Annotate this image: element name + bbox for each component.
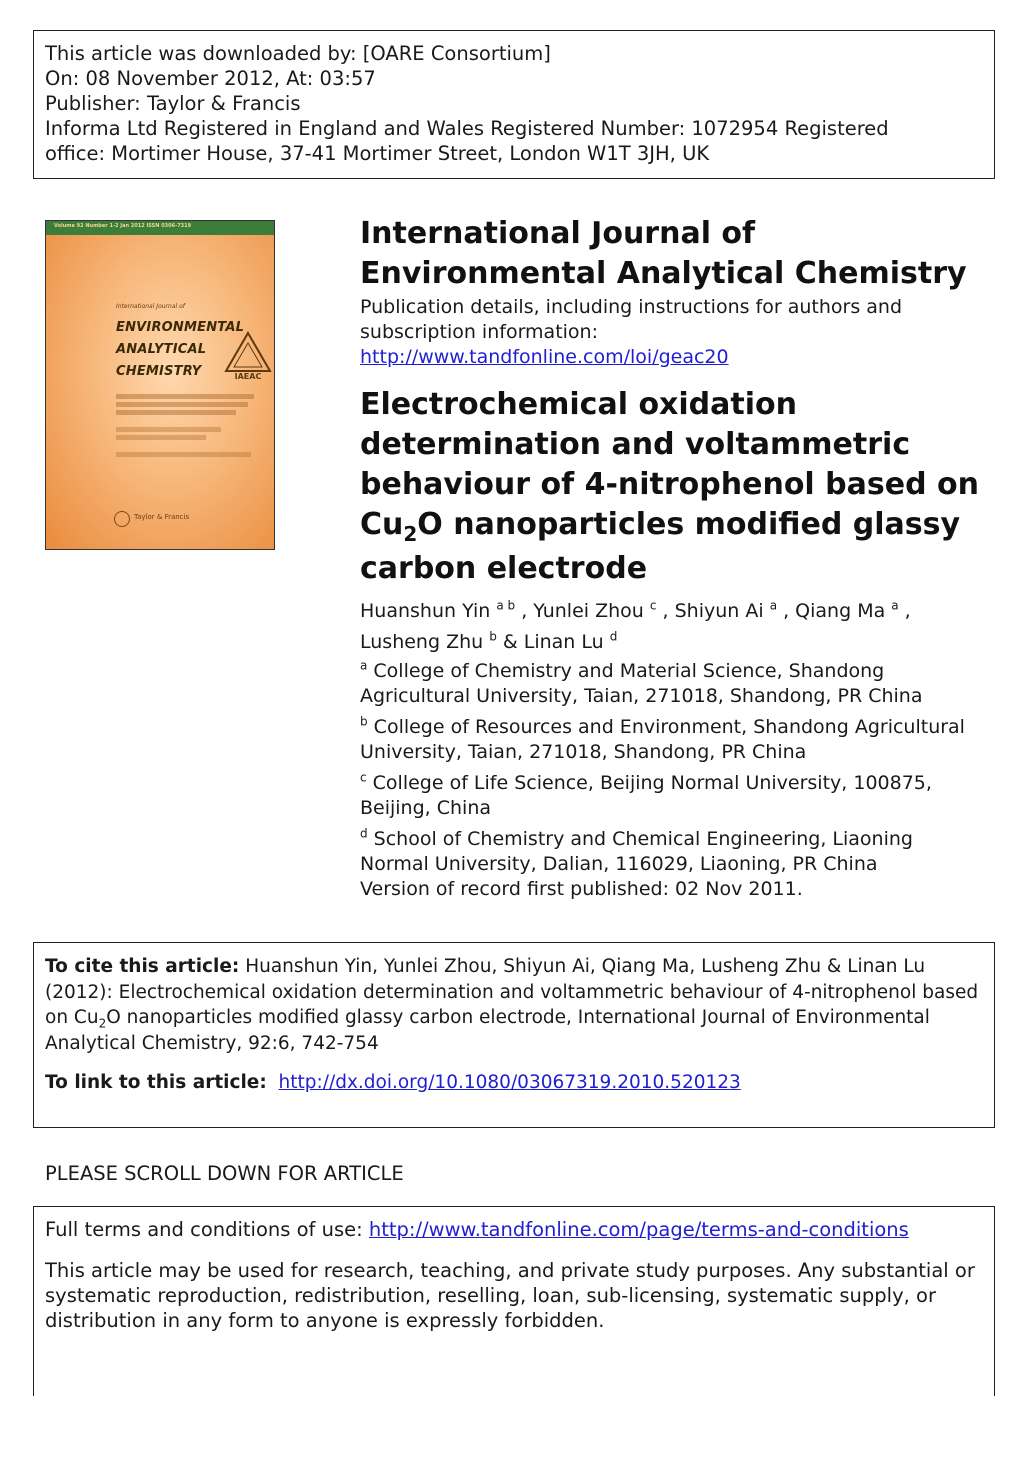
author-name: Qiang Ma	[795, 600, 886, 622]
citation-box	[33, 942, 995, 1128]
download-line: Informa Ltd Registered in England and Wales Registered Number: 1072954 Registered	[45, 117, 889, 140]
author-name: Lusheng Zhu	[360, 631, 484, 653]
article-link-row	[45, 1070, 983, 1095]
download-line: This article was downloaded by: [OARE Consortium]	[45, 42, 551, 65]
author-affiliation-mark: a b	[496, 598, 516, 613]
terms-intro-paragraph	[45, 1217, 983, 1242]
terms-link[interactable]: http://www.tandfonline.com/page/terms-and-conditions	[368, 1218, 909, 1241]
article-title-part: O nanoparticles modified glassy	[417, 507, 961, 542]
article-title-part: Electrochemical oxidation determination and voltammetric behaviour of 4-nitrophenol based on Cu	[360, 387, 979, 542]
cover-small-title: International Journal of	[116, 303, 185, 310]
affiliation-text: College of Life Science, Beijing Normal University, 100875, Beijing, China	[360, 772, 932, 819]
affiliation-mark: a	[360, 658, 368, 673]
author-name: Shiyun Ai	[674, 600, 764, 622]
author-name: Yunlei Zhou	[533, 600, 644, 622]
affiliation-text: School of Chemistry and Chemical Engineering, Liaoning Normal University, Dalian, 116029, Liaoning, PR China	[360, 828, 913, 875]
affiliation-text: College of Chemistry and Material Science, Shandong Agricultural University, Taian, 271018, Shandong, PR China	[360, 660, 923, 707]
citation-part: O nanoparticles modified glassy carbon electrode, International Journal of Environmental Analytical Chemistry, 92:6, 742-754	[45, 1007, 930, 1054]
download-line: On: 08 November 2012, At: 03:57	[45, 67, 376, 90]
download-notice	[33, 30, 995, 179]
article-title	[360, 385, 1000, 545]
affiliation-mark: b	[360, 714, 368, 729]
author-separator: ,	[777, 600, 796, 622]
citation-text	[45, 954, 983, 1056]
article-title-subscript: 2	[403, 522, 418, 546]
journal-title: International Journal of Environmental Analytical Chemistry	[360, 216, 967, 291]
author-separator: &	[496, 631, 524, 653]
cover-title-line: ANALYTICAL	[116, 342, 207, 357]
affiliation-mark: d	[360, 826, 368, 841]
cover-strip-text: Volume 92 Number 1-2 Jan 2012 ISSN 0306-7319	[54, 223, 192, 229]
journal-url-link[interactable]: http://www.tandfonline.com/loi/geac20	[360, 346, 729, 368]
affiliation	[360, 827, 980, 877]
cover-title-line: ENVIRONMENTAL	[116, 320, 245, 335]
terms-intro: Full terms and conditions of use:	[45, 1218, 369, 1241]
citation-subscript: 2	[98, 1016, 107, 1031]
author-affiliation-mark: b	[489, 629, 497, 644]
download-line: Publisher: Taylor & Francis	[45, 92, 301, 115]
affiliation	[360, 659, 980, 709]
cover-strip	[46, 221, 274, 235]
author-list	[360, 596, 980, 658]
cite-label: To cite this article:	[45, 956, 240, 977]
iaeac-badge-text: IAEAC	[234, 372, 262, 381]
download-line: office: Mortimer House, 37-41 Mortimer Street, London W1T 3JH, UK	[45, 142, 710, 165]
author-name: Linan Lu	[523, 631, 604, 653]
cover-publisher: Taylor & Francis	[134, 513, 190, 521]
author-affiliation-mark: a	[891, 598, 899, 613]
article-title-last-line: carbon electrode	[360, 551, 648, 586]
cover-text-lines	[116, 391, 266, 460]
publisher-logo-icon	[114, 511, 130, 527]
affiliation-mark: c	[360, 770, 367, 785]
link-label: To link to this article:	[45, 1072, 267, 1093]
version-of-record: Version of record first published: 02 Nov 2011.	[360, 878, 803, 900]
citation-part: Huanshun Yin, Yunlei Zhou, Shiyun Ai, Qiang Ma, Lusheng Zhu & Linan Lu (2012): Electrochemical oxidation determination and voltammetric behaviour of 4-nitrophenol based on Cu	[45, 956, 979, 1028]
terms-body: This article may be used for research, teaching, and private study purposes. Any substantial or systematic reproduction, redistribution, reselling, loan, sub-licensing, systematic supply, or distribution in any form to anyone is expressly forbidden.	[45, 1259, 975, 1332]
terms-box	[33, 1206, 995, 1396]
publication-details-text: Publication details, including instructions for authors and subscription information:	[360, 296, 903, 343]
affiliation	[360, 715, 980, 765]
author-name: Huanshun Yin	[360, 600, 491, 622]
author-affiliation-mark: c	[649, 598, 657, 613]
author-separator: ,	[515, 600, 534, 622]
author-affiliation-mark: d	[609, 629, 618, 644]
affiliation	[360, 771, 980, 821]
publication-details	[360, 295, 980, 370]
doi-link[interactable]: http://dx.doi.org/10.1080/03067319.2010.520123	[278, 1072, 741, 1093]
cover-title-line: CHEMISTRY	[116, 364, 202, 379]
affiliation-text: College of Resources and Environment, Shandong Agricultural University, Taian, 271018, Shandong, PR China	[360, 716, 965, 763]
iaeac-logo-icon	[224, 331, 272, 381]
author-affiliation-mark: a	[769, 598, 778, 613]
author-separator: ,	[898, 600, 911, 622]
journal-cover-image	[45, 220, 275, 550]
author-separator: ,	[656, 600, 675, 622]
scroll-notice: PLEASE SCROLL DOWN FOR ARTICLE	[45, 1162, 404, 1185]
